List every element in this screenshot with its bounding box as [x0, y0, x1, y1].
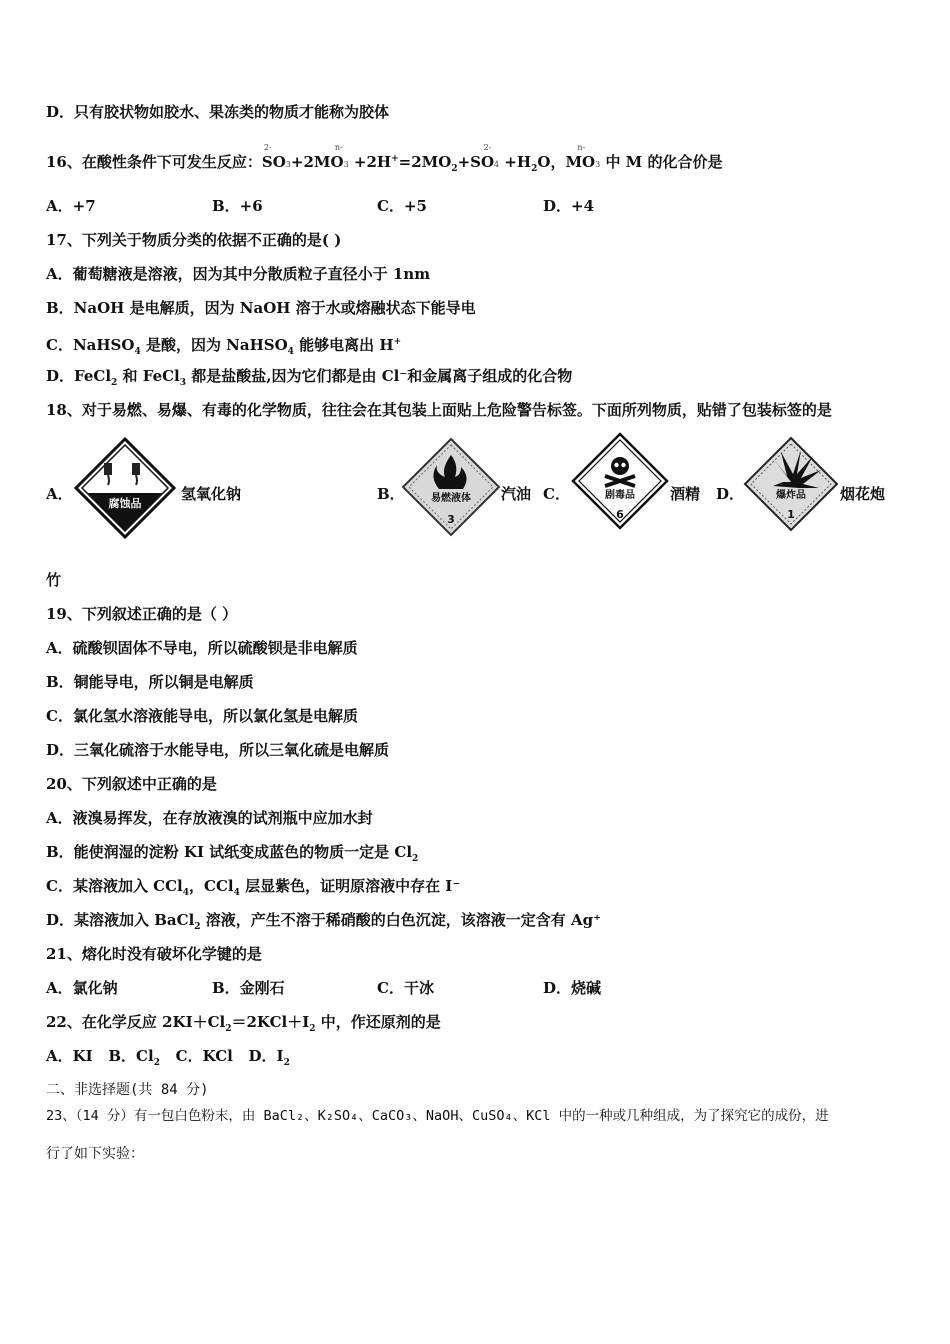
q17-option-d — [46, 366, 572, 393]
q23-line-2: 行了如下实验： — [46, 1146, 144, 1162]
q22-stem-sub2: 2 — [309, 1024, 316, 1034]
q16-mo2-charge: n- — [577, 143, 586, 152]
q23-line-1: 23、（14 分）有一包白色粉末，由 BaCl₂、K₂SO₄、CaCO₃、NaOH、CuSO₄、KCl 中的一种或几种组成，为了探究它的成份，进 — [46, 1108, 829, 1124]
q18-b-num: 3 — [447, 513, 455, 526]
q21-option-a: A．氯化钠 — [46, 979, 118, 997]
q21-stem: 21、熔化时没有破坏化学键的是 — [46, 945, 262, 963]
q16-plusso-text: +SO — [457, 153, 495, 171]
q18-c-num: 6 — [616, 508, 624, 521]
q20-c-sub2: 4 — [233, 888, 240, 898]
q18-option-d-letter: D． — [716, 485, 745, 503]
q16-plus2h: +2H — [348, 153, 392, 171]
q16-h2o-end: O，MO — [537, 153, 596, 171]
q17-d-sub2: 3 — [179, 378, 187, 388]
q17-c-part2: 是酸，因为 NaHSO — [140, 336, 288, 354]
q21-option-b: B．金刚石 — [212, 979, 285, 997]
q22-stem-part1: 22、在化学反应 2KI＋Cl — [46, 1013, 226, 1031]
q16-mo-charge: n- — [334, 143, 343, 152]
q20-option-b — [46, 842, 418, 869]
q17-c-sup: + — [393, 337, 402, 347]
q16-h-charge: + — [391, 154, 399, 164]
q17-option-a: A．葡萄糖液是溶液，因为其中分散质粒子直径小于 1nm — [46, 265, 431, 283]
q20-c-part1: C．某溶液加入 CCl — [46, 877, 183, 895]
q20-option-d — [46, 910, 601, 937]
q16-so4-charge: 2- — [483, 143, 492, 152]
q17-c-part1: C．NaHSO — [46, 336, 135, 354]
q18-d-label-text: 爆炸品 — [776, 490, 806, 501]
q21-option-d: D．烧碱 — [543, 979, 602, 997]
q18-option-a-letter: A． — [46, 485, 73, 503]
q22-option-d-sub: 2 — [283, 1058, 290, 1068]
q16-mo3-second — [537, 143, 601, 175]
q22-stem-part2: ＝2KCl＋I — [231, 1013, 310, 1031]
q19-option-c: C．氯化氢水溶液能导电，所以氯化氢是电解质 — [46, 707, 358, 725]
q16-option-d: D．+4 — [543, 197, 595, 215]
q16-option-a: A．+7 — [46, 197, 96, 215]
q20-c-part2: ，CCl — [189, 877, 234, 895]
q22-option-a: A．KI — [46, 1047, 93, 1065]
q20-b-sub: 2 — [412, 854, 419, 864]
flammable-liquid-label-icon — [401, 437, 501, 537]
q16-plus-h2o: +H — [499, 153, 532, 171]
q16-so3-text: SO — [261, 153, 286, 171]
q20-c-sub1: 4 — [182, 888, 190, 898]
q18-a-label-text: 腐蚀品 — [108, 497, 142, 510]
q17-option-c — [46, 332, 401, 362]
q17-d-part3: 都是盐酸盐,因为它们都是由 Cl⁻和金属离子组成的化合物 — [186, 367, 573, 385]
q18-c-label-text: 剧毒品 — [605, 490, 635, 501]
q18-option-b-text: 汽油 — [501, 485, 532, 503]
q22-stem-sub1: 2 — [225, 1024, 232, 1034]
q17-c-sub2: 4 — [287, 347, 294, 357]
q22-option-c: C．KCl — [175, 1047, 233, 1065]
q20-b-text: B．能使润湿的淀粉 KI 试纸变成蓝色的物质一定是 Cl — [46, 843, 413, 861]
q19-option-d: D．三氧化硫溶于水能导电，所以三氧化硫是电解质 — [46, 741, 390, 759]
toxic-label-icon — [571, 432, 669, 530]
q22-stem-part3: 中，作还原剂的是 — [315, 1013, 441, 1031]
q16-so4-sub: 4 — [494, 160, 500, 169]
q16-sulfite — [261, 143, 291, 175]
q16-stem-suffix: 中 M 的化合价是 — [600, 153, 723, 171]
q16-plus2mo-text: +2MO — [290, 153, 344, 171]
q16-mid: =2MO — [398, 153, 452, 171]
q16-mid-sub: 2 — [451, 164, 458, 174]
q17-d-sub1: 2 — [111, 378, 118, 388]
q20-option-c — [46, 876, 460, 903]
q16-so3-sub: 3 — [285, 160, 291, 169]
q20-d-part1: D．某溶液加入 BaCl — [46, 911, 195, 929]
explosive-label-icon — [743, 436, 839, 532]
q18-b-label-text: 易燃液体 — [431, 493, 471, 504]
q22-stem — [46, 1012, 441, 1039]
q16-so3-charge: 2- — [263, 143, 272, 152]
q18-option-c-text: 酒精 — [670, 485, 701, 503]
q20-d-sub: 2 — [194, 922, 201, 932]
q20-option-a: A．液溴易挥发，在存放液溴的试剂瓶中应加水封 — [46, 809, 373, 827]
q19-option-a: A．硫酸钡固体不导电，所以硫酸钡是非电解质 — [46, 639, 358, 657]
q16-stem — [46, 143, 723, 179]
q20-d-part2: 溶液，产生不溶于稀硝酸的白色沉淀，该溶液一定含有 Ag⁺ — [200, 911, 602, 929]
q15-option-d: D．只有胶状物如胶水、果冻类的物质才能称为胶体 — [46, 103, 390, 121]
q16-stem-prefix: 16、在酸性条件下可发生反应： — [46, 153, 262, 171]
q16-mo3 — [290, 143, 349, 175]
q18-option-d-text: 烟花炮 — [840, 485, 886, 503]
q22-option-b: B．Cl — [108, 1047, 154, 1065]
q17-d-part1: D．FeCl — [46, 367, 112, 385]
q16-mo-sub: 3 — [343, 160, 349, 169]
q18-option-d-wrap: 竹 — [46, 571, 62, 589]
q17-c-sub1: 4 — [134, 347, 141, 357]
q16-option-b: B．+6 — [212, 197, 263, 215]
q18-option-c-letter: C． — [543, 485, 570, 503]
q16-sulfate — [457, 143, 500, 175]
q16-mo2-sub: 3 — [595, 160, 601, 169]
q17-c-part3: 能够电离出 H — [293, 336, 394, 354]
q17-option-b: B．NaOH 是电解质，因为 NaOH 溶于水或熔融状态下能导电 — [46, 299, 476, 317]
q19-stem: 19、下列叙述正确的是（ ） — [46, 605, 238, 623]
q22-option-b-sub: 2 — [153, 1058, 160, 1068]
q20-stem: 20、下列叙述中正确的是 — [46, 775, 217, 793]
q22-options — [46, 1046, 290, 1073]
q20-c-part3: 层显紫色，证明原溶液中存在 I⁻ — [239, 877, 461, 895]
q18-option-b-letter: B． — [377, 485, 405, 503]
q16-h2o-sub: 2 — [531, 164, 538, 174]
q17-stem: 17、下列关于物质分类的依据不正确的是( ) — [46, 231, 342, 249]
q22-option-d: D．I — [248, 1047, 284, 1065]
q17-d-part2: 和 FeCl — [117, 367, 180, 385]
q21-option-c: C．干冰 — [377, 979, 434, 997]
q18-d-num: 1 — [787, 508, 795, 521]
q16-option-c: C．+5 — [377, 197, 427, 215]
q18-stem: 18、对于易燃、易爆、有毒的化学物质，往往会在其包装上面贴上危险警告标签。下面所列物质，贴错了包装标签的是 — [46, 401, 832, 419]
q18-option-a-text: 氢氧化钠 — [181, 485, 242, 503]
section-2-title: 二、非选择题(共 84 分) — [46, 1082, 209, 1098]
q19-option-b: B．铜能导电，所以铜是电解质 — [46, 673, 254, 691]
corrosive-label-icon — [74, 437, 176, 539]
